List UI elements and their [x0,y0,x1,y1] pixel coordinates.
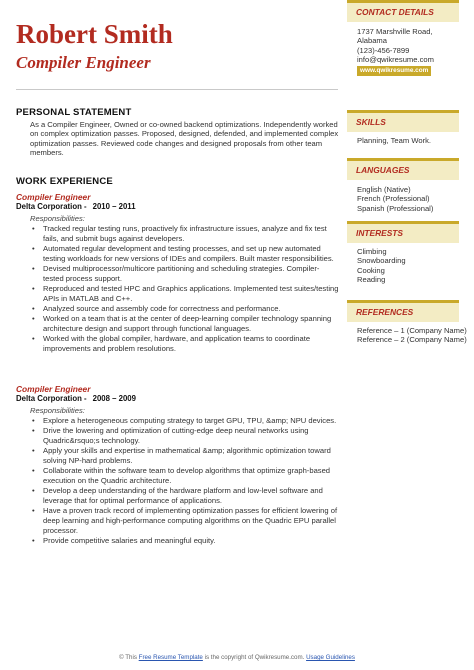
bullet-icon: • [32,506,35,516]
list-item [30,486,340,506]
references-heading-box [347,300,459,322]
references-list [357,326,467,345]
job-company-line [16,394,340,404]
list-item [30,506,340,535]
candidate-title: Compiler Engineer [16,53,151,72]
footer [0,654,474,661]
bullet-icon: • [32,224,35,233]
resume-header [16,18,340,74]
bullet-text: Worked on a team that is at the center of deep-learning compiler technology spanning architecture design and support through functional languages. [43,314,332,333]
bullet-text: Analyzed source and assembly code for correctness and performance. [43,303,281,313]
skills-heading: SKILLS [356,117,386,127]
list-item: English (Native) [357,185,411,194]
personal-statement-text: As a Compiler Engineer, Owned or co-owned backend optimizations. Independently worked on complex optimization passes. Proposed, designed, defended, and implemented complex optimization passes. Reviewed code changes and designed proposals from other team members. [30,120,339,157]
list-item [30,304,340,314]
job-company: Delta Corporation - [16,394,87,403]
list-item: Reading [357,275,386,285]
bullet-text: Automated regular development and testing processes, and set up new automated testing workloads for new versions of IDEs and compilers. Built master responsibilities. [43,243,334,263]
bullet-text: Apply your skills and expertise in mathematical &amp; algorithmic optimization toward solving NP-hard problems. [43,446,331,465]
skills-heading-box [347,110,459,132]
bullet-text: Explore a heterogeneous computing strategy to target GPU, TPU, &amp; NPU devices. [43,416,337,425]
interests-heading-box [347,221,459,243]
bullet-icon: • [32,446,35,456]
responsibilities-label: Responsibilities: [30,406,85,415]
contact-details-heading-box [347,0,459,22]
contact-website[interactable]: www.qwikresume.com [357,66,431,76]
bullet-text: Reproduced and tested HPC and Graphics applications. Implemented test suites/testing APIs in MATLAB and C++. [43,283,339,303]
free-resume-template-link[interactable]: Free Resume Template [138,654,203,661]
list-item: Spanish (Professional) [357,203,434,213]
list-item [30,244,340,264]
bullet-text: Have a proven track record of implementing optimization passes for efficient lowering of deep learning and high-performance computing algorithms on the Quadric EPU parallel processor. [43,506,338,535]
bullet-icon: • [32,486,35,496]
list-item [30,264,340,284]
bullet-icon: • [32,314,35,324]
contact-address-line2: Alabama [357,36,387,46]
bullet-icon: • [32,303,35,313]
bullet-icon: • [32,263,35,273]
list-item [30,416,340,426]
interests-list [357,247,472,285]
skills-text: Planning, Team Work. [357,136,432,145]
list-item: Reference – 2 (Company Name) [357,335,467,345]
contact-phone: (123)-456-7899 [357,45,410,55]
bullet-icon: • [32,466,35,476]
bullet-icon: • [32,426,35,436]
bullet-icon: • [32,535,35,545]
job-company: Delta Corporation - [16,202,87,211]
contact-details-heading: CONTACT DETAILS [356,7,434,17]
footer-copyright-text: is the copyright of Qwikresume.com. [204,654,305,661]
interests-heading: INTERESTS [356,228,403,238]
bullet-text: Worked with the global compiler, hardware, and application teams to coordinate improvements and problem resolutions. [43,334,311,353]
list-item [30,334,340,354]
list-item [30,224,340,244]
footer-prefix: © This [119,654,137,661]
list-item: Cooking [357,265,385,275]
contact-details [357,27,472,76]
job-entry [16,192,340,354]
list-item [30,284,340,304]
languages-heading: LANGUAGES [356,165,410,175]
responsibilities-label: Responsibilities: [30,214,85,223]
list-item: Reference – 1 (Company Name) [357,326,467,335]
job-dates: 2008 – 2009 [92,394,136,403]
usage-guidelines-link[interactable]: Usage Guidelines [306,654,355,661]
bullet-text: Devised multiprocessor/multicore partitioning and scheduling strategies. Compiler-tested process support. [43,263,320,283]
header-divider [16,89,338,90]
work-experience-heading: WORK EXPERIENCE [16,176,113,187]
languages-heading-box [347,158,459,180]
job-company-line [16,202,340,212]
responsibilities-list [30,224,340,354]
bullet-icon: • [32,283,35,293]
personal-statement-heading: PERSONAL STATEMENT [16,107,132,118]
bullet-text: Drive the lowering and optimization of cutting-edge deep neural networks using Quadric&rsquo;s technology. [43,426,309,445]
bullet-icon: • [32,416,35,425]
bullet-icon: • [32,243,35,253]
list-item [30,536,340,546]
list-item [30,314,340,334]
responsibilities-list [30,416,340,546]
list-item [30,426,340,446]
bullet-text: Develop a deep understanding of the hardware platform and low-level software and leverage that for optimal performance of applications. [43,486,323,505]
job-role: Compiler Engineer [16,384,91,394]
bullet-text: Tracked regular testing runs, proactively fix infrastructure issues, analyze and fix test fails, and submit bugs against developers. [43,224,327,243]
job-role: Compiler Engineer [16,192,91,202]
contact-email[interactable]: info@qwikresume.com [357,55,434,65]
bullet-icon: • [32,334,35,344]
list-item: Snowboarding [357,256,406,266]
job-entry [16,384,340,546]
candidate-name: Robert Smith [16,19,173,49]
list-item [30,446,340,466]
list-item: Climbing [357,247,387,256]
bullet-text: Collaborate within the software team to develop algorithms that optimize graph-based execution on the Quadric architecture. [43,466,331,485]
list-item: French (Professional) [357,194,430,204]
job-dates: 2010 – 2011 [92,202,136,211]
contact-address-line1: 1737 Marshville Road, [357,27,433,36]
references-heading: REFERENCES [356,307,414,317]
languages-list [357,185,472,213]
bullet-text: Provide competitive salaries and meaningful equity. [43,535,216,545]
list-item [30,466,340,486]
